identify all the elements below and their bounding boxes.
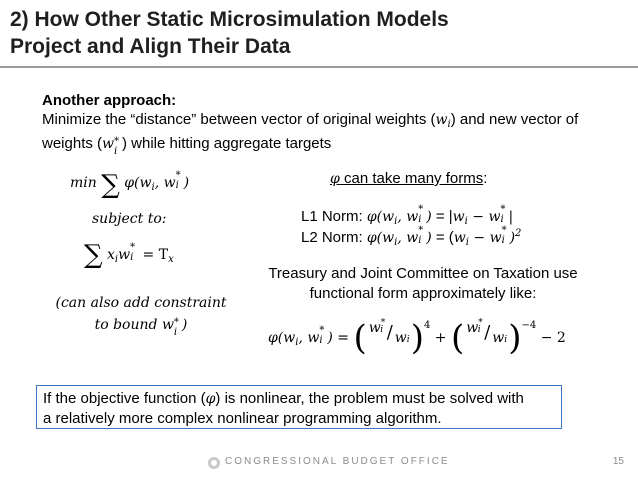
min-operator: min bbox=[70, 175, 97, 191]
intro-part-1: Minimize the “distance” between vector of original weights ( bbox=[42, 111, 436, 128]
objective-phi: $\varphi(w_i$, w * i ) bbox=[124, 170, 190, 193]
constraint-expression bbox=[84, 236, 174, 270]
treasury-line-2: functional form approximately like: bbox=[309, 285, 537, 302]
treasury-note bbox=[253, 264, 593, 304]
ratio-term-2: w*i / wi bbox=[466, 318, 508, 346]
page-number: 15 bbox=[612, 456, 624, 467]
title-divider bbox=[0, 66, 638, 68]
new-weight-symbol: w * i bbox=[102, 136, 120, 157]
intro-part-3: weights ( bbox=[42, 135, 103, 152]
intro-text bbox=[42, 110, 627, 157]
footer bbox=[0, 456, 638, 472]
forms-label: can take many forms bbox=[339, 170, 484, 187]
treasury-formula: $\varphi(w_i$, w * i ) = ( w*i / wi )$^4$ + ( w*i / wi )$^{-4}$ − 2 bbox=[268, 318, 566, 358]
footer-organization: CONGRESSIONAL BUDGET OFFICE bbox=[225, 456, 450, 467]
bound-note-line-2: to bound w * i ) bbox=[94, 317, 188, 338]
slide-title bbox=[10, 6, 630, 60]
original-weight-symbol: $w_i$ bbox=[435, 112, 451, 130]
sum-symbol: ∑ bbox=[101, 170, 120, 200]
nonlinear-callout: If the objective function (φ) is nonlinear, the problem must be solved with a relatively more complex nonlinear programming algorithm. bbox=[36, 385, 562, 429]
cbo-logo-icon bbox=[208, 457, 220, 469]
phi-symbol: φ bbox=[330, 171, 340, 187]
intro-part-4: ) while hitting aggregate targets bbox=[122, 135, 332, 152]
ratio-term-1: w*i / wi bbox=[368, 318, 410, 346]
treasury-line-1: Treasury and Joint Committee on Taxation use bbox=[268, 265, 578, 282]
bound-note-line-1: (can also add constraint bbox=[55, 295, 227, 311]
forms-heading: φ can take many forms: bbox=[330, 170, 488, 187]
intro-part-2: ) and new vector of bbox=[450, 111, 579, 128]
objective-expression bbox=[70, 164, 190, 200]
constraint-terms: $x_iw$ * i = $T_x$ bbox=[107, 242, 174, 265]
section-heading: Another approach: bbox=[42, 92, 177, 109]
title-line-2: Project and Align Their Data bbox=[10, 35, 291, 58]
l1-norm: L1 Norm: $\varphi(w_i$, w * i ) = $|w_i - w$ * i | bbox=[301, 204, 514, 227]
subject-to-label: subject to: bbox=[92, 211, 167, 227]
bound-note bbox=[46, 292, 236, 336]
constraint-sum-symbol: ∑ bbox=[84, 240, 103, 270]
l2-norm: L2 Norm: $\varphi(w_i$, w * i ) = ($w_i - w$ * i )$^2$ bbox=[301, 225, 522, 248]
title-line-1: 2) How Other Static Microsimulation Models bbox=[10, 8, 449, 31]
